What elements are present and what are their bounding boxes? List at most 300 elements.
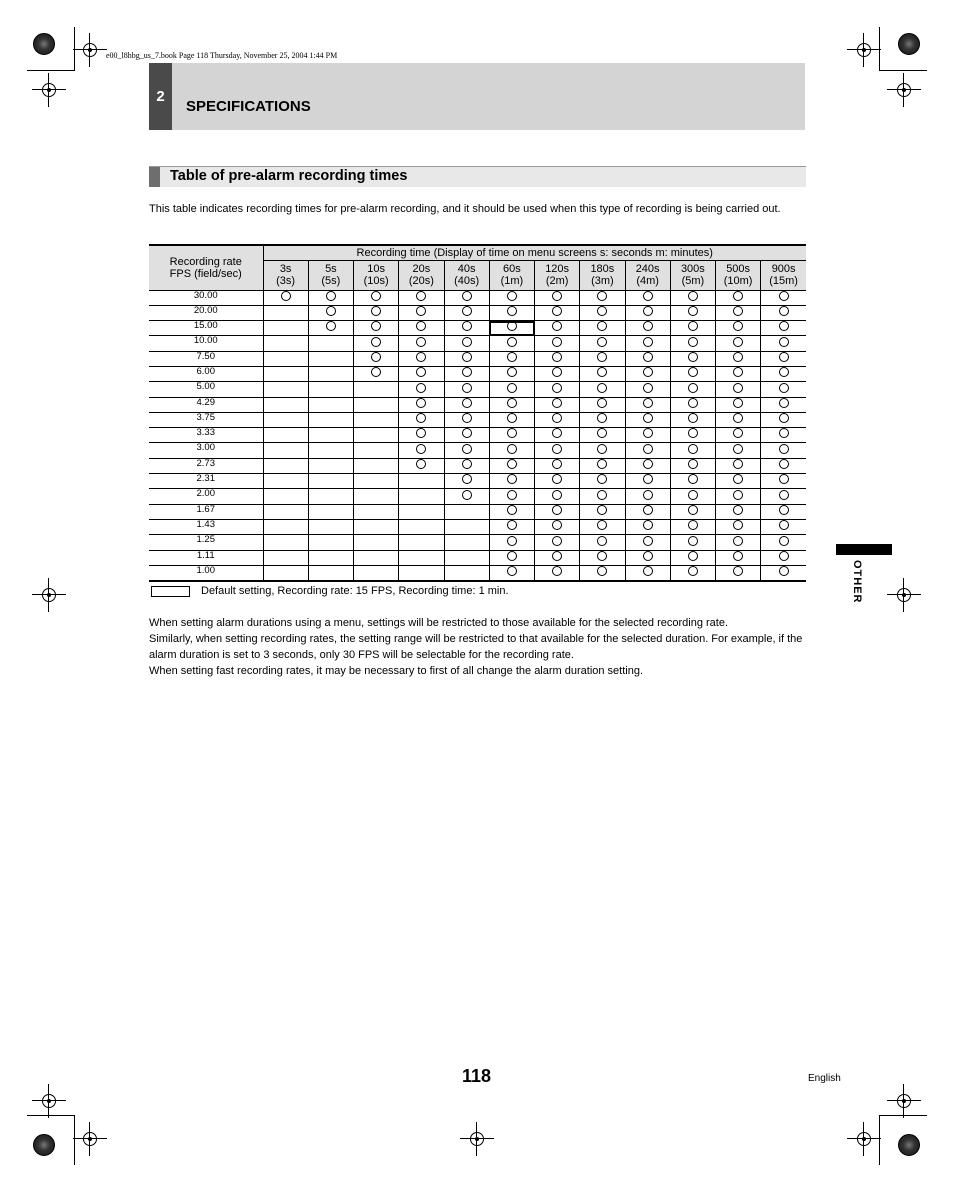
availability-cell bbox=[444, 474, 489, 489]
availability-cell bbox=[489, 535, 534, 550]
availability-cell bbox=[308, 550, 353, 565]
availability-cell bbox=[625, 305, 670, 320]
availability-cell bbox=[716, 504, 761, 519]
available-circle-icon bbox=[507, 459, 517, 469]
availability-cell bbox=[625, 504, 670, 519]
available-circle-icon bbox=[507, 367, 517, 377]
availability-cell bbox=[535, 550, 580, 565]
availability-cell bbox=[489, 382, 534, 397]
available-circle-icon bbox=[552, 291, 562, 301]
crosshair-mark-icon bbox=[79, 39, 101, 61]
availability-cell bbox=[354, 397, 399, 412]
availability-cell bbox=[716, 351, 761, 366]
availability-cell bbox=[489, 428, 534, 443]
availability-cell bbox=[444, 565, 489, 581]
availability-cell bbox=[535, 290, 580, 305]
column-display: (2m) bbox=[545, 275, 569, 287]
availability-cell bbox=[761, 321, 806, 336]
availability-cell bbox=[580, 474, 625, 489]
availability-cell bbox=[308, 336, 353, 351]
available-circle-icon bbox=[371, 321, 381, 331]
availability-cell bbox=[535, 504, 580, 519]
availability-cell bbox=[625, 412, 670, 427]
availability-cell bbox=[716, 336, 761, 351]
availability-cell bbox=[761, 474, 806, 489]
table-row bbox=[149, 504, 806, 519]
table-row bbox=[149, 336, 806, 351]
availability-cell bbox=[761, 489, 806, 504]
availability-cell bbox=[308, 489, 353, 504]
column-display: (15m) bbox=[769, 275, 798, 287]
available-circle-icon bbox=[597, 551, 607, 561]
availability-cell bbox=[670, 366, 715, 381]
availability-cell bbox=[308, 321, 353, 336]
print-info: e00_l8hbg_us_7.book Page 118 Thursday, November 25, 2004 1:44 PM bbox=[106, 51, 338, 60]
language-label: English bbox=[808, 1073, 841, 1084]
availability-cell bbox=[263, 366, 308, 381]
availability-cell bbox=[670, 336, 715, 351]
available-circle-icon bbox=[643, 536, 653, 546]
available-circle-icon bbox=[597, 520, 607, 530]
side-tab-marker bbox=[836, 544, 892, 555]
available-circle-icon bbox=[416, 337, 426, 347]
availability-cell bbox=[716, 489, 761, 504]
availability-cell bbox=[670, 382, 715, 397]
availability-cell bbox=[716, 565, 761, 581]
availability-cell bbox=[670, 565, 715, 581]
available-circle-icon bbox=[643, 474, 653, 484]
availability-cell bbox=[670, 474, 715, 489]
availability-cell bbox=[399, 305, 444, 320]
availability-cell bbox=[263, 412, 308, 427]
time-column-120s bbox=[535, 260, 580, 290]
availability-cell bbox=[444, 412, 489, 427]
available-circle-icon bbox=[733, 490, 743, 500]
availability-cell bbox=[263, 397, 308, 412]
availability-cell bbox=[399, 565, 444, 581]
table-row bbox=[149, 519, 806, 534]
available-circle-icon bbox=[416, 398, 426, 408]
availability-cell bbox=[761, 504, 806, 519]
available-circle-icon bbox=[462, 474, 472, 484]
availability-cell bbox=[535, 351, 580, 366]
availability-cell bbox=[354, 519, 399, 534]
available-circle-icon bbox=[643, 520, 653, 530]
available-circle-icon bbox=[462, 367, 472, 377]
registration-dial-icon bbox=[33, 33, 55, 55]
column-display: (10m) bbox=[723, 275, 753, 287]
available-circle-icon bbox=[688, 398, 698, 408]
availability-cell bbox=[535, 428, 580, 443]
available-circle-icon bbox=[733, 505, 743, 515]
availability-cell bbox=[444, 489, 489, 504]
availability-cell bbox=[399, 321, 444, 336]
available-circle-icon bbox=[416, 413, 426, 423]
available-circle-icon bbox=[779, 398, 789, 408]
availability-cell bbox=[399, 535, 444, 550]
availability-cell bbox=[761, 550, 806, 565]
availability-cell bbox=[354, 504, 399, 519]
available-circle-icon bbox=[597, 459, 607, 469]
rate-cell: 4.29 bbox=[149, 397, 263, 412]
available-circle-icon bbox=[779, 459, 789, 469]
available-circle-icon bbox=[733, 352, 743, 362]
availability-cell bbox=[308, 504, 353, 519]
availability-cell bbox=[399, 458, 444, 473]
available-circle-icon bbox=[597, 352, 607, 362]
rate-cell: 3.33 bbox=[149, 428, 263, 443]
column-seconds: 180s bbox=[590, 263, 615, 275]
crop-line bbox=[879, 27, 880, 71]
availability-cell bbox=[308, 366, 353, 381]
availability-cell bbox=[716, 290, 761, 305]
available-circle-icon bbox=[462, 383, 472, 393]
availability-cell bbox=[716, 458, 761, 473]
table-row bbox=[149, 428, 806, 443]
available-circle-icon bbox=[688, 566, 698, 576]
availability-cell bbox=[399, 382, 444, 397]
available-circle-icon bbox=[643, 459, 653, 469]
available-circle-icon bbox=[733, 459, 743, 469]
available-circle-icon bbox=[688, 367, 698, 377]
availability-cell bbox=[263, 565, 308, 581]
section-marker bbox=[149, 167, 160, 187]
availability-cell bbox=[625, 443, 670, 458]
available-circle-icon bbox=[597, 413, 607, 423]
availability-cell bbox=[761, 290, 806, 305]
available-circle-icon bbox=[507, 505, 517, 515]
availability-cell bbox=[444, 321, 489, 336]
table-row bbox=[149, 412, 806, 427]
legend bbox=[151, 585, 509, 597]
available-circle-icon bbox=[597, 321, 607, 331]
availability-cell bbox=[489, 443, 534, 458]
availability-cell bbox=[625, 535, 670, 550]
availability-cell bbox=[399, 290, 444, 305]
availability-cell bbox=[489, 397, 534, 412]
availability-cell bbox=[399, 428, 444, 443]
availability-cell bbox=[625, 397, 670, 412]
available-circle-icon bbox=[733, 413, 743, 423]
available-circle-icon bbox=[462, 291, 472, 301]
time-column-40s bbox=[444, 260, 489, 290]
available-circle-icon bbox=[643, 413, 653, 423]
available-circle-icon bbox=[688, 413, 698, 423]
available-circle-icon bbox=[326, 321, 336, 331]
available-circle-icon bbox=[552, 367, 562, 377]
availability-cell bbox=[625, 489, 670, 504]
available-circle-icon bbox=[733, 306, 743, 316]
rate-cell: 2.00 bbox=[149, 489, 263, 504]
availability-cell bbox=[580, 565, 625, 581]
available-circle-icon bbox=[597, 536, 607, 546]
available-circle-icon bbox=[597, 337, 607, 347]
available-circle-icon bbox=[779, 306, 789, 316]
availability-cell bbox=[670, 550, 715, 565]
available-circle-icon bbox=[643, 398, 653, 408]
availability-cell bbox=[444, 351, 489, 366]
crosshair-mark-icon bbox=[38, 1090, 60, 1112]
column-display: (20s) bbox=[408, 275, 434, 287]
legend-text: Default setting, Recording rate: 15 FPS, Recording time: 1 min. bbox=[201, 585, 509, 597]
available-circle-icon bbox=[371, 367, 381, 377]
available-circle-icon bbox=[733, 383, 743, 393]
available-circle-icon bbox=[688, 459, 698, 469]
availability-cell bbox=[535, 336, 580, 351]
availability-cell bbox=[308, 519, 353, 534]
availability-cell bbox=[308, 565, 353, 581]
availability-cell bbox=[670, 535, 715, 550]
available-circle-icon bbox=[552, 536, 562, 546]
availability-cell bbox=[489, 458, 534, 473]
chapter-title: SPECIFICATIONS bbox=[186, 98, 311, 115]
availability-cell bbox=[716, 305, 761, 320]
availability-cell bbox=[580, 535, 625, 550]
table-row bbox=[149, 351, 806, 366]
table-row bbox=[149, 366, 806, 381]
availability-cell bbox=[761, 351, 806, 366]
availability-cell bbox=[489, 305, 534, 320]
table-row bbox=[149, 535, 806, 550]
available-circle-icon bbox=[597, 474, 607, 484]
available-circle-icon bbox=[507, 520, 517, 530]
available-circle-icon bbox=[552, 352, 562, 362]
available-circle-icon bbox=[552, 398, 562, 408]
availability-cell bbox=[263, 305, 308, 320]
availability-cell bbox=[716, 550, 761, 565]
registration-dial-icon bbox=[898, 1134, 920, 1156]
available-circle-icon bbox=[733, 474, 743, 484]
availability-cell bbox=[489, 565, 534, 581]
availability-cell bbox=[308, 397, 353, 412]
rate-cell: 10.00 bbox=[149, 336, 263, 351]
crosshair-mark-icon bbox=[466, 1128, 488, 1150]
available-circle-icon bbox=[552, 444, 562, 454]
availability-cell bbox=[535, 305, 580, 320]
note-paragraph: Similarly, when setting recording rates, the setting range will be restricted to that available for the selected duration. For example, if the alarm duration is set to 3 seconds, only 30 FPS will be selectable for the recording rate. bbox=[149, 633, 803, 661]
availability-cell bbox=[716, 474, 761, 489]
availability-cell bbox=[354, 351, 399, 366]
availability-cell bbox=[399, 550, 444, 565]
availability-cell bbox=[761, 428, 806, 443]
available-circle-icon bbox=[597, 398, 607, 408]
available-circle-icon bbox=[779, 321, 789, 331]
crop-line bbox=[27, 70, 75, 71]
available-circle-icon bbox=[552, 428, 562, 438]
crosshair-mark-icon bbox=[79, 1128, 101, 1150]
rate-cell: 30.00 bbox=[149, 290, 263, 305]
available-circle-icon bbox=[733, 536, 743, 546]
available-circle-icon bbox=[643, 337, 653, 347]
available-circle-icon bbox=[643, 566, 653, 576]
availability-cell bbox=[670, 321, 715, 336]
crosshair-mark-icon bbox=[893, 584, 915, 606]
availability-cell bbox=[670, 305, 715, 320]
availability-cell bbox=[670, 428, 715, 443]
crosshair-mark-icon bbox=[853, 1128, 875, 1150]
availability-cell bbox=[580, 382, 625, 397]
availability-cell bbox=[308, 535, 353, 550]
availability-cell bbox=[716, 397, 761, 412]
availability-cell bbox=[354, 321, 399, 336]
available-circle-icon bbox=[507, 551, 517, 561]
availability-cell bbox=[716, 382, 761, 397]
available-circle-icon bbox=[643, 428, 653, 438]
availability-cell bbox=[308, 351, 353, 366]
availability-cell bbox=[308, 305, 353, 320]
available-circle-icon bbox=[779, 551, 789, 561]
available-circle-icon bbox=[552, 505, 562, 515]
availability-cell bbox=[716, 519, 761, 534]
available-circle-icon bbox=[552, 306, 562, 316]
availability-cell bbox=[761, 565, 806, 581]
available-circle-icon bbox=[688, 428, 698, 438]
rate-cell: 3.75 bbox=[149, 412, 263, 427]
available-circle-icon bbox=[733, 398, 743, 408]
column-display: (3s) bbox=[276, 275, 296, 287]
availability-cell bbox=[444, 397, 489, 412]
available-circle-icon bbox=[643, 352, 653, 362]
available-circle-icon bbox=[733, 520, 743, 530]
available-circle-icon bbox=[462, 337, 472, 347]
column-display: (5m) bbox=[681, 275, 705, 287]
available-circle-icon bbox=[507, 444, 517, 454]
rate-cell: 2.31 bbox=[149, 474, 263, 489]
available-circle-icon bbox=[462, 459, 472, 469]
availability-cell bbox=[670, 351, 715, 366]
available-circle-icon bbox=[552, 413, 562, 423]
column-seconds: 240s bbox=[635, 263, 660, 275]
table-row bbox=[149, 489, 806, 504]
section-title: Table of pre-alarm recording times bbox=[170, 168, 408, 184]
availability-cell bbox=[625, 550, 670, 565]
time-column-240s bbox=[625, 260, 670, 290]
time-column-500s bbox=[716, 260, 761, 290]
time-column-5s bbox=[308, 260, 353, 290]
available-circle-icon bbox=[688, 536, 698, 546]
rate-cell: 6.00 bbox=[149, 366, 263, 381]
availability-cell bbox=[263, 458, 308, 473]
availability-cell bbox=[580, 443, 625, 458]
availability-cell bbox=[670, 504, 715, 519]
availability-cell bbox=[263, 382, 308, 397]
column-display: (4m) bbox=[636, 275, 659, 287]
availability-cell bbox=[761, 397, 806, 412]
available-circle-icon bbox=[371, 337, 381, 347]
availability-cell bbox=[625, 382, 670, 397]
availability-cell bbox=[716, 428, 761, 443]
available-circle-icon bbox=[462, 490, 472, 500]
availability-cell bbox=[580, 336, 625, 351]
registration-dial-icon bbox=[33, 1134, 55, 1156]
availability-cell bbox=[399, 412, 444, 427]
availability-cell bbox=[399, 366, 444, 381]
availability-cell bbox=[263, 336, 308, 351]
registration-dial-icon bbox=[898, 33, 920, 55]
column-seconds: 500s bbox=[726, 263, 751, 275]
available-circle-icon bbox=[326, 306, 336, 316]
availability-cell bbox=[761, 382, 806, 397]
availability-cell bbox=[716, 443, 761, 458]
available-circle-icon bbox=[552, 321, 562, 331]
availability-cell bbox=[263, 535, 308, 550]
availability-cell bbox=[625, 321, 670, 336]
available-circle-icon bbox=[597, 291, 607, 301]
availability-cell bbox=[399, 443, 444, 458]
column-seconds: 60s bbox=[503, 263, 521, 275]
time-column-180s bbox=[580, 260, 625, 290]
available-circle-icon bbox=[552, 490, 562, 500]
available-circle-icon bbox=[688, 551, 698, 561]
crop-line bbox=[879, 1115, 927, 1116]
availability-cell bbox=[670, 290, 715, 305]
availability-cell bbox=[444, 550, 489, 565]
availability-cell bbox=[580, 550, 625, 565]
availability-cell bbox=[399, 336, 444, 351]
availability-cell bbox=[354, 458, 399, 473]
available-circle-icon bbox=[779, 536, 789, 546]
time-column-3s bbox=[263, 260, 308, 290]
time-column-20s bbox=[399, 260, 444, 290]
availability-cell bbox=[263, 321, 308, 336]
availability-cell bbox=[716, 366, 761, 381]
crop-line bbox=[879, 1115, 880, 1165]
availability-cell bbox=[761, 412, 806, 427]
availability-cell bbox=[354, 474, 399, 489]
availability-cell bbox=[444, 458, 489, 473]
available-circle-icon bbox=[552, 566, 562, 576]
column-display: (10s) bbox=[363, 275, 389, 287]
time-column-60s bbox=[489, 260, 534, 290]
availability-cell bbox=[535, 382, 580, 397]
available-circle-icon bbox=[416, 444, 426, 454]
availability-cell bbox=[580, 290, 625, 305]
availability-cell bbox=[580, 305, 625, 320]
crop-line bbox=[74, 1115, 75, 1165]
availability-cell bbox=[489, 489, 534, 504]
available-circle-icon bbox=[733, 566, 743, 576]
availability-cell bbox=[354, 290, 399, 305]
availability-cell bbox=[489, 412, 534, 427]
availability-cell bbox=[444, 519, 489, 534]
available-circle-icon bbox=[779, 352, 789, 362]
available-circle-icon bbox=[643, 367, 653, 377]
availability-cell bbox=[263, 504, 308, 519]
availability-cell bbox=[716, 535, 761, 550]
availability-cell bbox=[625, 519, 670, 534]
available-circle-icon bbox=[371, 291, 381, 301]
availability-cell bbox=[399, 351, 444, 366]
availability-cell bbox=[399, 474, 444, 489]
available-circle-icon bbox=[733, 321, 743, 331]
availability-cell bbox=[535, 366, 580, 381]
crop-line bbox=[879, 70, 927, 71]
table-row bbox=[149, 290, 806, 305]
availability-cell bbox=[625, 290, 670, 305]
rate-cell: 1.11 bbox=[149, 550, 263, 565]
available-circle-icon bbox=[688, 352, 698, 362]
availability-cell bbox=[399, 489, 444, 504]
availability-cell bbox=[535, 321, 580, 336]
notes bbox=[149, 615, 809, 679]
time-column-10s bbox=[354, 260, 399, 290]
available-circle-icon bbox=[779, 367, 789, 377]
rate-cell: 2.73 bbox=[149, 458, 263, 473]
table-row bbox=[149, 443, 806, 458]
availability-cell bbox=[625, 458, 670, 473]
available-circle-icon bbox=[462, 398, 472, 408]
available-circle-icon bbox=[688, 306, 698, 316]
